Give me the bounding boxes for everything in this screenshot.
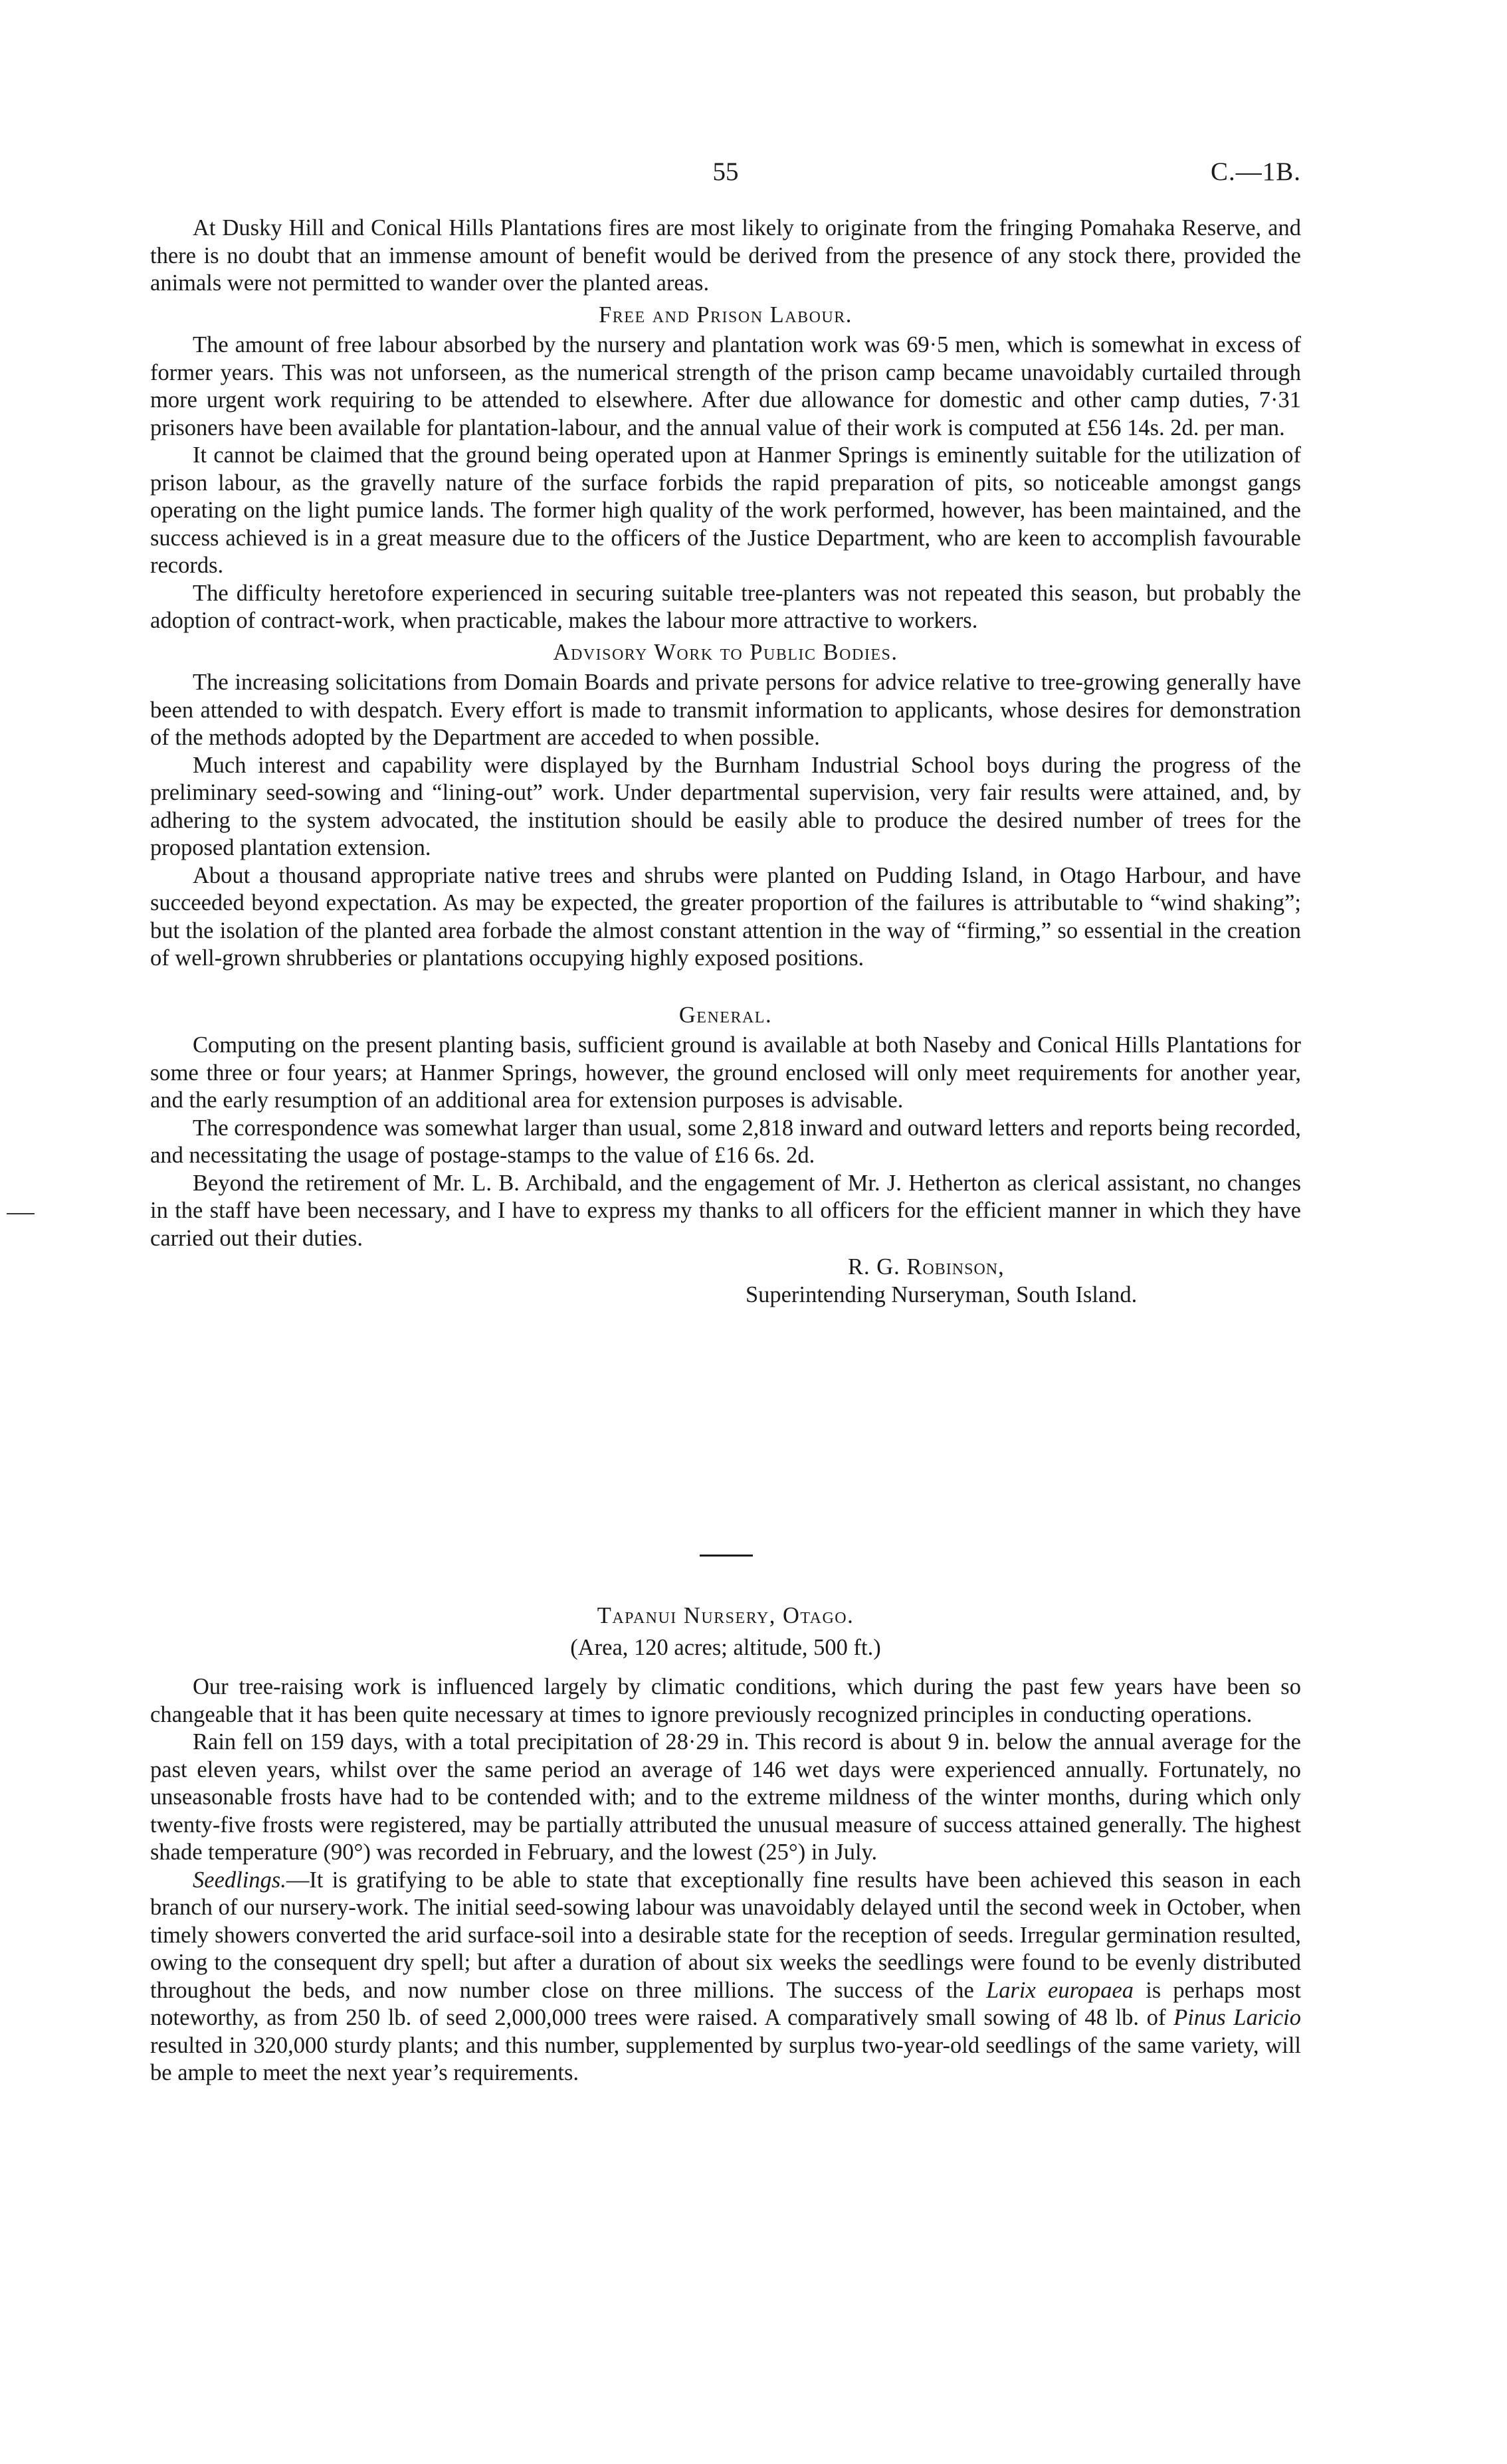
seedlings-label: Seedlings.: [193, 1867, 286, 1893]
heading-advisory-work: Advisory Work to Public Bodies.: [553, 639, 898, 665]
section-robinson-report: [150, 215, 1301, 1309]
heading-general: General.: [678, 1002, 773, 1028]
paragraph-rainfall: Rain fell on 159 days, with a total precipitation of 28·29 in. This record is about 9 in. below the annual average for the past eleven years, whilst over the same period an average of 146 wet days were experienced annually. Fortunately, no unseasonable frosts have had to be contended with; and to the extreme mildness of the winter months, during which only twenty-five frosts were registered, may be partially attributed the unusual measure of success attained generally. The highest shade temperature (90°) was recorded in February, and the lowest (25°) in July.: [150, 1729, 1301, 1865]
paragraph-advisory-1: The increasing solicitations from Domain Boards and private persons for advice relative to tree-growing generally have been attended to with despatch. Every effort is made to transmit information to applicants, whose desires for demonstration of the methods adopted by the Department are acceded to when possible.: [150, 670, 1301, 750]
paragraph-dusky-hill: At Dusky Hill and Conical Hills Plantations fires are most likely to originate from the fringing Pomahaka Reserve, and there is no doubt that an immense amount of benefit would be derived from the presence of any stock there, provided the animals were not permitted to wander over the planted areas.: [150, 215, 1301, 296]
seedlings-text-2: is perhaps most noteworthy, as from 250 lb. of seed 2,000,000 trees were raised. A comparatively small sowing of 48 lb. of: [150, 1977, 1301, 2030]
species-larix: Larix europaea: [986, 1977, 1134, 2003]
heading-free-prison-labour: Free and Prison Labour.: [599, 302, 853, 328]
paragraph-labour-2: It cannot be claimed that the ground being operated upon at Hanmer Springs is eminently suitable for the utilization of prison labour, as the gravelly nature of the surface forbids the rapid preparation of pits, so noticeable amongst gangs operating on the light pumice lands. The former high quality of the work performed, however, has been maintained, and the success achieved is in a great measure due to the officers of the Justice Department, who are keen to accomplish favourable records.: [150, 442, 1301, 578]
paragraph-general-2: The correspondence was somewhat larger than usual, some 2,818 inward and outward letters and reports being recorded, and necessitating the usage of postage-stamps to the value of £16 6s. 2d.: [150, 1115, 1301, 1168]
subheading-area-altitude: (Area, 120 acres; altitude, 500 ft.): [570, 1634, 881, 1660]
margin-mark: [7, 1213, 35, 1214]
paragraph-seedlings: [150, 1867, 1301, 2087]
paragraph-general-3: Beyond the retirement of Mr. L. B. Archibald, and the engagement of Mr. J. Hetherton as clerical assistant, no changes in the staff have been necessary, and I have to express my thanks to all officers for the efficient manner in which they have carried out their duties.: [150, 1170, 1301, 1251]
paragraph-labour-3: The difficulty heretofore experienced in securing suitable tree-planters was not repeated this season, but probably the adoption of contract-work, when practicable, makes the labour more attractive to workers.: [150, 580, 1301, 633]
heading-tapanui-nursery: Tapanui Nursery, Otago.: [597, 1603, 854, 1628]
page-number: 55: [712, 157, 739, 186]
seedlings-text-3: resulted in 320,000 sturdy plants; and this number, supplemented by surplus two-year-old seedlings of the same variety, will be ample to meet the next year’s requirements.: [150, 2032, 1301, 2085]
signature-name: R. G. Robinson,: [848, 1254, 1005, 1279]
paragraph-general-1: Computing on the present planting basis, sufficient ground is available at both Naseby and Conical Hills Plantations for some three or four years; at Hanmer Springs, however, the ground enclosed will only meet requirements for another year, and the early resumption of an additional area for extension purposes is advisable.: [150, 1032, 1301, 1113]
signature-title: Superintending Nurseryman, South Island.: [746, 1281, 1138, 1307]
section-divider: [700, 1555, 753, 1557]
paragraph-advisory-2: Much interest and capability were displayed by the Burnham Industrial School boys during the progress of the preliminary seed-sowing and “lining-out” work. Under departmental supervision, very fair results were attained, and, by adhering to the system advocated, the institution should be easily able to produce the desired number of trees for the proposed plantation extension.: [150, 752, 1301, 860]
paragraph-labour-1: The amount of free labour absorbed by the nursery and plantation work was 69·5 men, which is somewhat in excess of former years. This was not unforseen, as the numerical strength of the prison camp became unavoidably curtailed through more urgent work requiring to be attended to elsewhere. After due allowance for domestic and other camp duties, 7·31 prisoners have been available for plantation-labour, and the annual value of their work is computed at £56 14s. 2d. per man.: [150, 332, 1301, 440]
signature-block: [150, 1254, 1301, 1309]
section-tapanui-nursery: [150, 1598, 1301, 2087]
seedlings-text-1: —It is gratifying to be able to state that exceptionally fine results have been achieved this season in each branch of our nursery-work. The initial seed-sowing labour was unavoidably delayed until the second week in October, when timely showers converted the arid surface-soil into a desirable state for the reception of seeds. Irregular germination resulted, owing to the consequent dry spell; but after a duration of about six weeks the seedlings were found to be evenly distributed throughout the beds, and now number close on three millions. The success of the: [150, 1867, 1301, 2003]
document-reference: C.—1B.: [1210, 157, 1301, 186]
paragraph-climatic-conditions: Our tree-raising work is influenced largely by climatic conditions, which during the past few years have been so changeable that it has been quite necessary at times to ignore previously recognized principles in conducting operations.: [150, 1674, 1301, 1727]
species-pinus: Pinus Laricio: [1173, 2005, 1301, 2030]
page-header: [150, 157, 1301, 197]
paragraph-advisory-3: About a thousand appropriate native trees and shrubs were planted on Pudding Island, in Otago Harbour, and have succeeded beyond expectation. As may be expected, the greater proportion of the failures is attributable to “wind shaking”; but the isolation of the planted area forbade the almost constant attention in the way of “firming,” so essential in the creation of well-grown shrubberies or plantations occupying highly exposed positions.: [150, 862, 1301, 971]
